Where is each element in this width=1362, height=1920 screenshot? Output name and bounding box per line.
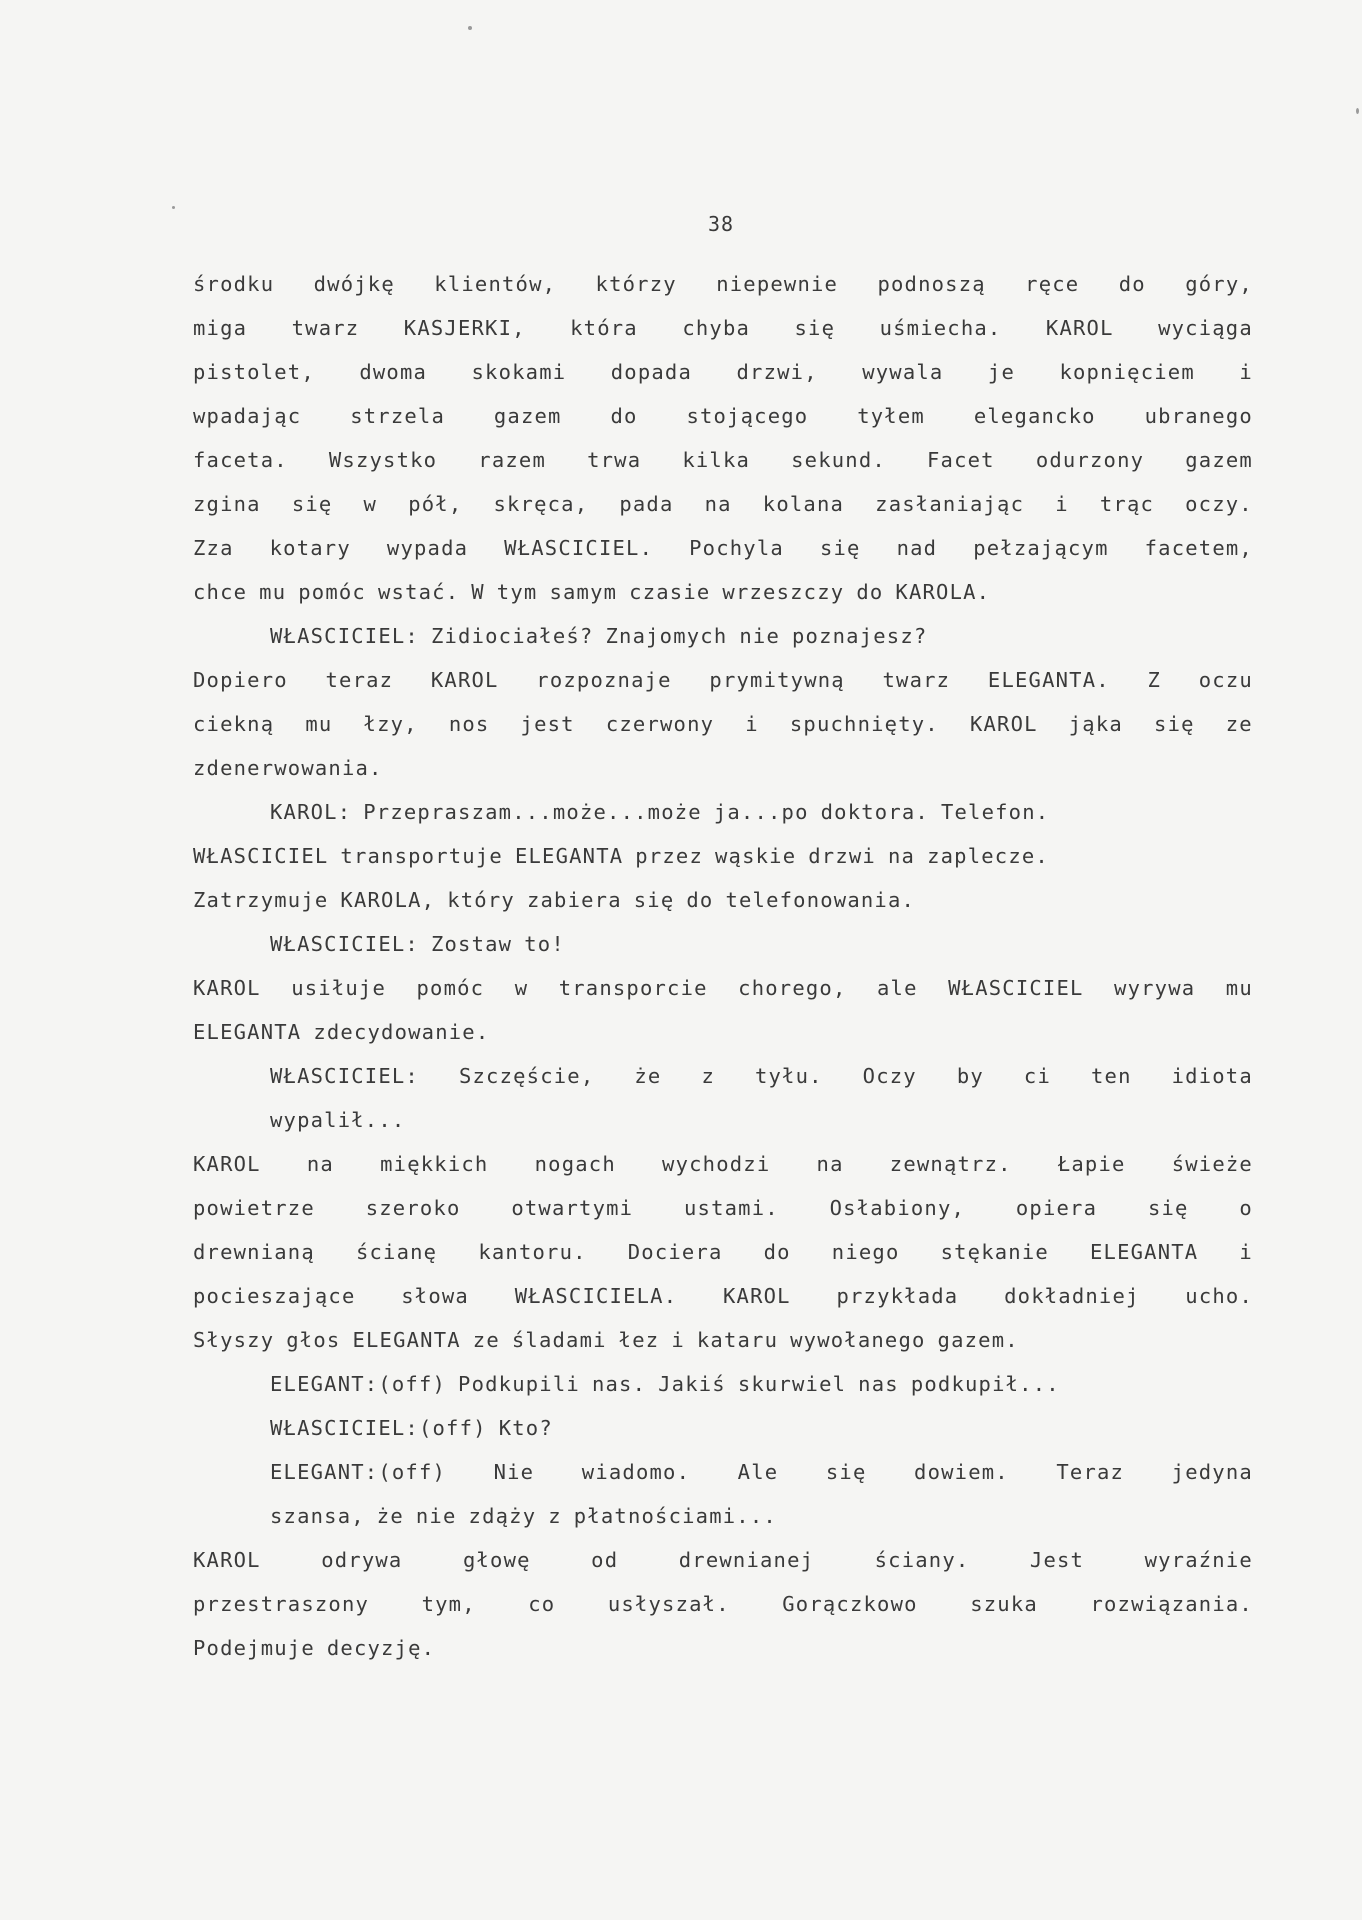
screenplay-text bbox=[193, 262, 1253, 1670]
text-line: Dopiero teraz KAROL rozpoznaje prymitywną twarz ELEGANTA. Z oczu bbox=[193, 668, 1253, 692]
page-number: 38 bbox=[707, 212, 735, 236]
text-line: Podejmuje decyzję. bbox=[193, 1636, 436, 1660]
text-line: Zza kotary wypada WŁASCICIEL. Pochyla się nad pełzającym facetem, bbox=[193, 536, 1253, 560]
dialogue-line: ELEGANT:(off) Nie wiadomo. Ale się dowiem. Teraz jedyna bbox=[270, 1460, 1253, 1484]
text-line: Zatrzymuje KAROLA, który zabiera się do telefonowania. bbox=[193, 888, 916, 912]
text-line: zdenerwowania. bbox=[193, 756, 383, 780]
text-line: faceta. Wszystko razem trwa kilka sekund. Facet odurzony gazem bbox=[193, 448, 1253, 472]
text-line: KAROL odrywa głowę od drewnianej ściany. Jest wyraźnie bbox=[193, 1548, 1253, 1572]
text-line: wpadając strzela gazem do stojącego tyłem elegancko ubranego bbox=[193, 404, 1253, 428]
dialogue-line: WŁASCICIEL: Zidiociałeś? Znajomych nie poznajesz? bbox=[270, 624, 928, 648]
paper-speck bbox=[468, 26, 472, 30]
text-line: powietrze szeroko otwartymi ustami. Osłabiony, opiera się o bbox=[193, 1196, 1253, 1220]
text-line: miga twarz KASJERKI, która chyba się uśmiecha. KAROL wyciąga bbox=[193, 316, 1253, 340]
dialogue-line: KAROL: Przepraszam...może...może ja...po doktora. Telefon. bbox=[270, 800, 1050, 824]
text-line: drewnianą ścianę kantoru. Dociera do niego stękanie ELEGANTA i bbox=[193, 1240, 1253, 1264]
text-line: ELEGANTA zdecydowanie. bbox=[193, 1020, 490, 1044]
dialogue-line: wypalił... bbox=[270, 1108, 406, 1132]
dialogue-line: ELEGANT:(off) Podkupili nas. Jakiś skurwiel nas podkupił... bbox=[270, 1372, 1060, 1396]
text-line: ciekną mu łzy, nos jest czerwony i spuchnięty. KAROL jąka się ze bbox=[193, 712, 1253, 736]
text-line: pistolet, dwoma skokami dopada drzwi, wywala je kopnięciem i bbox=[193, 360, 1253, 384]
text-line: pocieszające słowa WŁASCICIELA. KAROL przykłada dokładniej ucho. bbox=[193, 1284, 1253, 1308]
dialogue-line: WŁASCICIEL: Zostaw to! bbox=[270, 932, 565, 956]
text-line: przestraszony tym, co usłyszał. Gorączkowo szuka rozwiązania. bbox=[193, 1592, 1253, 1616]
text-line: WŁASCICIEL transportuje ELEGANTA przez wąskie drzwi na zaplecze. bbox=[193, 844, 1049, 868]
text-line: KAROL na miękkich nogach wychodzi na zewnątrz. Łapie świeże bbox=[193, 1152, 1253, 1176]
text-line: środku dwójkę klientów, którzy niepewnie podnoszą ręce do góry, bbox=[193, 272, 1253, 296]
text-line: KAROL usiłuje pomóc w transporcie chorego, ale WŁASCICIEL wyrywa mu bbox=[193, 976, 1253, 1000]
dialogue-line: WŁASCICIEL:(off) Kto? bbox=[270, 1416, 553, 1440]
dialogue-line: szansa, że nie zdąży z płatnościami... bbox=[270, 1504, 777, 1528]
text-line: zgina się w pół, skręca, pada na kolana zasłaniając i trąc oczy. bbox=[193, 492, 1253, 516]
paper-speck bbox=[1356, 108, 1359, 114]
text-line: Słyszy głos ELEGANTA ze śladami łez i kataru wywołanego gazem. bbox=[193, 1328, 1019, 1352]
dialogue-line: WŁASCICIEL: Szczęście, że z tyłu. Oczy by ci ten idiota bbox=[270, 1064, 1253, 1088]
text-line: chce mu pomóc wstać. W tym samym czasie wrzeszczy do KAROLA. bbox=[193, 580, 991, 604]
paper-speck bbox=[172, 206, 175, 209]
